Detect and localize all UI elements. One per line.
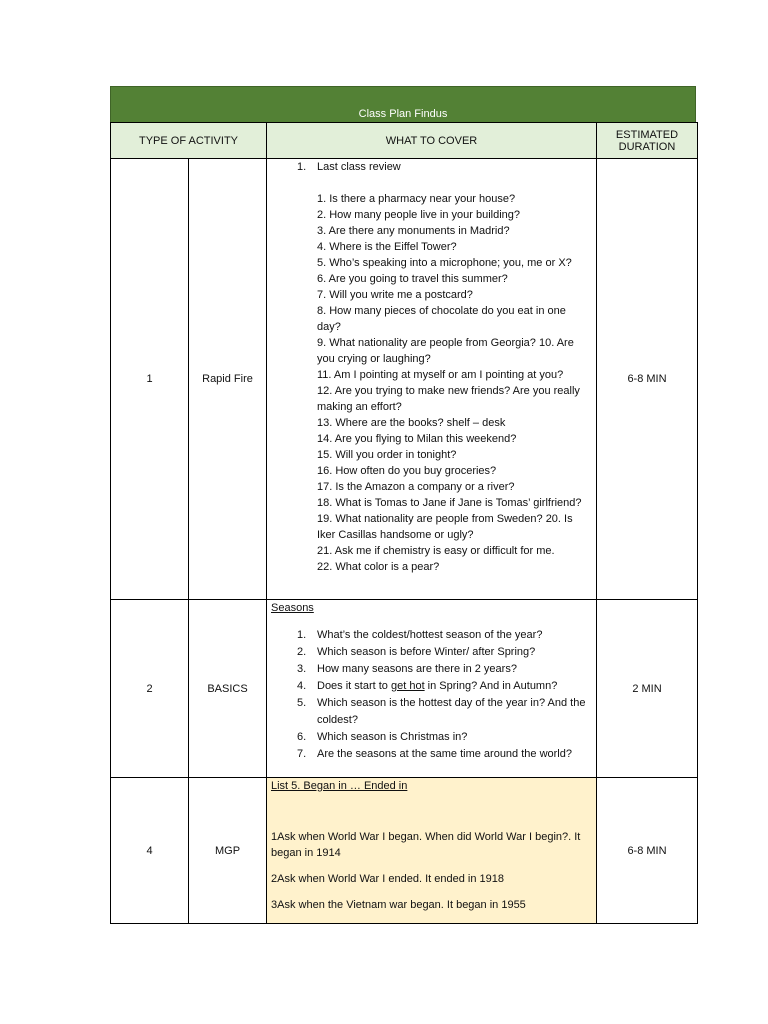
question: 17. Is the Amazon a company or a river? xyxy=(317,481,515,493)
list-text xyxy=(317,678,592,695)
activity-number: 1 xyxy=(111,159,189,600)
question: 2. How many people live in your building? xyxy=(317,209,521,221)
question: 11. Am I pointing at myself or am I pointing at you? xyxy=(317,369,564,381)
list-number: 4. xyxy=(297,680,307,692)
question: 9. What nationality are people from Georgia? 10. Are you crying or laughing? xyxy=(317,337,574,365)
question: 16. How often do you buy groceries? xyxy=(317,465,497,477)
question: 3. Are there any monuments in Madrid? xyxy=(317,225,510,237)
list-number: 5. xyxy=(297,697,307,709)
question: 14. Are you flying to Milan this weekend? xyxy=(317,433,517,445)
list-number: 7. xyxy=(297,748,307,760)
question: 22. What color is a pear? xyxy=(317,561,440,573)
list-text-part: Does it start to xyxy=(317,680,391,692)
list-text-part: in Spring? And in Autumn? xyxy=(424,680,558,692)
question: 1. Is there a pharmacy near your house? xyxy=(317,193,516,205)
list-item xyxy=(271,627,592,644)
header-duration-line2: DURATION xyxy=(618,140,676,153)
list-item xyxy=(271,678,592,695)
activity-type: MGP xyxy=(189,778,267,924)
list-text: Last class review xyxy=(317,161,401,173)
activity-cover xyxy=(267,778,597,924)
list-text: Which season is Christmas in? xyxy=(317,731,468,743)
section-heading: List 5. Began in … Ended in xyxy=(271,780,408,792)
activity-duration: 6-8 MIN xyxy=(597,159,698,600)
list-text: How many seasons are there in 2 years? xyxy=(317,663,517,675)
list-number: 6. xyxy=(297,731,307,743)
class-plan-sheet xyxy=(110,86,696,924)
list-item xyxy=(271,159,592,175)
activity-duration: 2 MIN xyxy=(597,600,698,778)
activity-number: 4 xyxy=(111,778,189,924)
question: 21. Ask me if chemistry is easy or difficult for me. xyxy=(317,545,555,557)
activity-row-1 xyxy=(111,159,698,600)
list-item xyxy=(271,661,592,678)
list-item xyxy=(271,729,592,746)
question: 18. What is Tomas to Jane if Jane is Tomas’ girlfriend? xyxy=(317,497,582,509)
header-duration-line1: ESTIMATED xyxy=(615,128,679,141)
question: 19. What nationality are people from Sweden? 20. Is Iker Casillas handsome or ugly? xyxy=(317,513,573,541)
question: 5. Who’s speaking into a microphone; you, me or X? xyxy=(317,257,572,269)
question: 6. Are you going to travel this summer? xyxy=(317,273,508,285)
question: 7. Will you write me a postcard? xyxy=(317,289,473,301)
activity-type: BASICS xyxy=(189,600,267,778)
mgp-line: 2Ask when World War I ended. It ended in 1918 xyxy=(271,873,504,885)
activity-cover xyxy=(267,159,597,600)
class-plan-title: Class Plan Findus xyxy=(110,86,696,122)
question: 13. Where are the books? shelf – desk xyxy=(317,417,506,429)
activity-row-2 xyxy=(111,600,698,778)
list-number: 2. xyxy=(297,646,307,658)
section-heading: Seasons xyxy=(271,602,314,614)
class-plan-table xyxy=(110,122,698,924)
list-item xyxy=(271,644,592,661)
list-number: 1. xyxy=(297,629,307,641)
list-item xyxy=(271,695,592,729)
activity-number: 2 xyxy=(111,600,189,778)
header-what-to-cover: WHAT TO COVER xyxy=(267,123,597,159)
question: 4. Where is the Eiffel Tower? xyxy=(317,241,457,253)
list-text-underlined: get hot xyxy=(390,680,425,692)
question: 15. Will you order in tonight? xyxy=(317,449,457,461)
question: 12. Are you trying to make new friends? Are you really making an effort? xyxy=(317,385,580,413)
mgp-line: 3Ask when the Vietnam war began. It began in 1955 xyxy=(271,899,526,911)
list-text: What’s the coldest/hottest season of the year? xyxy=(317,629,543,641)
header-estimated-duration xyxy=(597,123,698,159)
activity-duration: 6-8 MIN xyxy=(597,778,698,924)
activity-cover xyxy=(267,600,597,778)
activity-type: Rapid Fire xyxy=(189,159,267,600)
activity-row-3 xyxy=(111,778,698,924)
list-item xyxy=(271,746,592,763)
list-number: 1. xyxy=(297,161,307,173)
list-text: Which season is before Winter/ after Spring? xyxy=(317,646,536,658)
question: 8. How many pieces of chocolate do you eat in one day? xyxy=(317,305,566,333)
header-row xyxy=(111,123,698,159)
header-type-of-activity: TYPE OF ACTIVITY xyxy=(111,123,267,159)
list-number: 3. xyxy=(297,663,307,675)
list-text: Are the seasons at the same time around the world? xyxy=(317,748,572,760)
mgp-line: 1Ask when World War I began. When did World War I begin?. It began in 1914 xyxy=(271,831,581,859)
list-text: Which season is the hottest day of the year in? And the coldest? xyxy=(317,697,586,726)
